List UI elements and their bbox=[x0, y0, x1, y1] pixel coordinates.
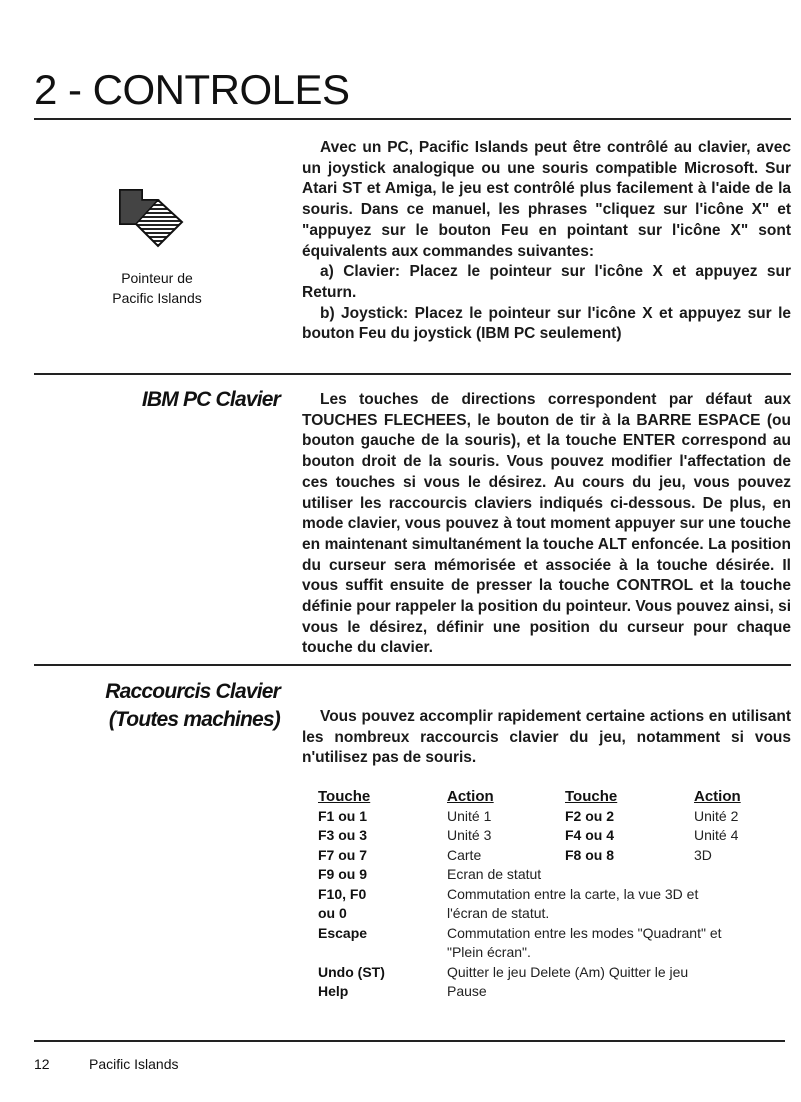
pointer-caption-line2: Pacific Islands bbox=[112, 290, 202, 306]
page-title: 2 - CONTROLES bbox=[34, 66, 350, 113]
title-rule bbox=[34, 118, 791, 120]
key-cell: Help bbox=[318, 983, 349, 999]
key-cell: Escape bbox=[318, 924, 368, 941]
action-cell: Quitter le jeu Delete (Am) Quitter le jeu bbox=[447, 963, 689, 980]
section-heading-shortcuts bbox=[60, 678, 280, 734]
key-cell: F10, F0 bbox=[318, 885, 367, 902]
footer-rule bbox=[34, 1040, 785, 1042]
shortcuts-paragraph-text: Vous pouvez accomplir rapidement certaine actions en utilisant les nombreux raccourcis clavier du jeu, notamment si vous n'utilisez pas de souris. bbox=[302, 708, 791, 767]
intro-text bbox=[302, 138, 791, 345]
key-cell: F7 ou 7 bbox=[318, 846, 368, 863]
table-row bbox=[318, 905, 788, 925]
key-cell: F1 ou 1 bbox=[318, 807, 368, 824]
pointer-caption bbox=[92, 268, 222, 308]
action-cell: Unité 3 bbox=[447, 827, 492, 843]
shortcuts-heading-line1: Raccourcis Clavier bbox=[105, 680, 280, 703]
action-cell: "Plein écran". bbox=[447, 944, 531, 960]
arrow-pointer-icon bbox=[112, 184, 192, 254]
action-cell: Commutation entre la carte, la vue 3D et bbox=[447, 885, 699, 902]
intro-paragraph: Avec un PC, Pacific Islands peut être contrôlé au clavier, avec un joystick analogique ou une souris compatible Microsoft. Sur Atari ST et Amiga, le jeu est contrôlé plus facilement à l'aide de la souris. Dans ce manuel, les phrases "cliquez sur l'icône X" et "appuyez sur le bouton Feu en pointant sur l'icône X" sont équivalents aux commandes suivantes: bbox=[302, 139, 791, 260]
key-cell: Undo (ST) bbox=[318, 963, 385, 980]
ibm-paragraph-text: Les touches de directions correspondent par défaut aux TOUCHES FLECHEES, le bouton de tir à la BARRE ESPACE (ou bouton gauche de la souris), et la touche ENTER correspond au bouton droit de la souris. Vous pouvez modifier l'affectation de ces touches si vous le désirez. Au cours du jeu, vous pouvez utiliser les raccourcis claviers indiqués ci-dessous. De plus, en mode clavier, vous pouvez à tout moment appuyer sur une touche en maintenant simultanément la touche ALT enfoncée. La position du curseur sera mémorisée et associée à la touche désirée. Il vous suffit ensuite de presser la touche CONTROL et la touche définie pour rappeler la position du pointeur. Vous pouvez ainsi, si vous le désirez, définir une position du curseur pour chaque touche du clavier. bbox=[302, 391, 791, 657]
table-row bbox=[318, 944, 788, 964]
header-touche-2: Touche bbox=[565, 788, 618, 805]
key-cell: F9 ou 9 bbox=[318, 866, 368, 882]
key-cell bbox=[318, 944, 447, 964]
table-header-row bbox=[318, 788, 788, 808]
action-cell: l'écran de statut. bbox=[447, 905, 550, 921]
shortcuts-paragraph bbox=[302, 707, 791, 769]
pointer-figure bbox=[112, 184, 192, 254]
table-row bbox=[318, 983, 788, 1003]
intro-item-a: a) Clavier: Placez le pointeur sur l'icône X et appuyez sur Return. bbox=[302, 263, 791, 301]
table-row bbox=[318, 925, 788, 945]
pointer-caption-line1: Pointeur de bbox=[121, 270, 193, 286]
header-action-2: Action bbox=[694, 788, 741, 805]
action-cell: Commutation entre les modes "Quadrant" et bbox=[447, 924, 722, 941]
table-row bbox=[318, 827, 788, 847]
shortcut-table bbox=[318, 788, 788, 1003]
shortcuts-heading-line2: (Toutes machines) bbox=[108, 708, 280, 731]
action-cell: Carte bbox=[447, 846, 482, 863]
key-cell: F4 ou 4 bbox=[565, 827, 615, 843]
key-cell: ou 0 bbox=[318, 905, 347, 921]
key-cell: F8 ou 8 bbox=[565, 846, 615, 863]
section-rule-2 bbox=[34, 664, 791, 666]
table-row bbox=[318, 886, 788, 906]
intro-item-b: b) Joystick: Placez le pointeur sur l'icône X et appuyez sur le bouton Feu du joystick (IBM PC seulement) bbox=[302, 304, 791, 343]
table-row bbox=[318, 808, 788, 828]
section-rule-1 bbox=[34, 373, 791, 375]
action-cell: Unité 4 bbox=[694, 827, 739, 843]
header-touche-1: Touche bbox=[318, 788, 371, 805]
table-row bbox=[318, 964, 788, 984]
shortcut-grid bbox=[318, 788, 788, 1003]
page-number: 12 bbox=[34, 1056, 50, 1072]
action-cell: Pause bbox=[447, 983, 487, 999]
footer-book-title: Pacific Islands bbox=[89, 1056, 179, 1072]
key-cell: F2 ou 2 bbox=[565, 807, 615, 824]
table-row bbox=[318, 866, 788, 886]
action-cell: 3D bbox=[694, 846, 712, 863]
action-cell: Unité 1 bbox=[447, 807, 492, 824]
action-cell: Ecran de statut bbox=[447, 866, 542, 882]
section-heading-ibm: IBM PC Clavier bbox=[141, 388, 280, 411]
action-cell: Unité 2 bbox=[694, 807, 739, 824]
header-action-1: Action bbox=[447, 788, 494, 805]
key-cell: F3 ou 3 bbox=[318, 827, 368, 843]
ibm-paragraph bbox=[302, 390, 791, 659]
table-row bbox=[318, 847, 788, 867]
